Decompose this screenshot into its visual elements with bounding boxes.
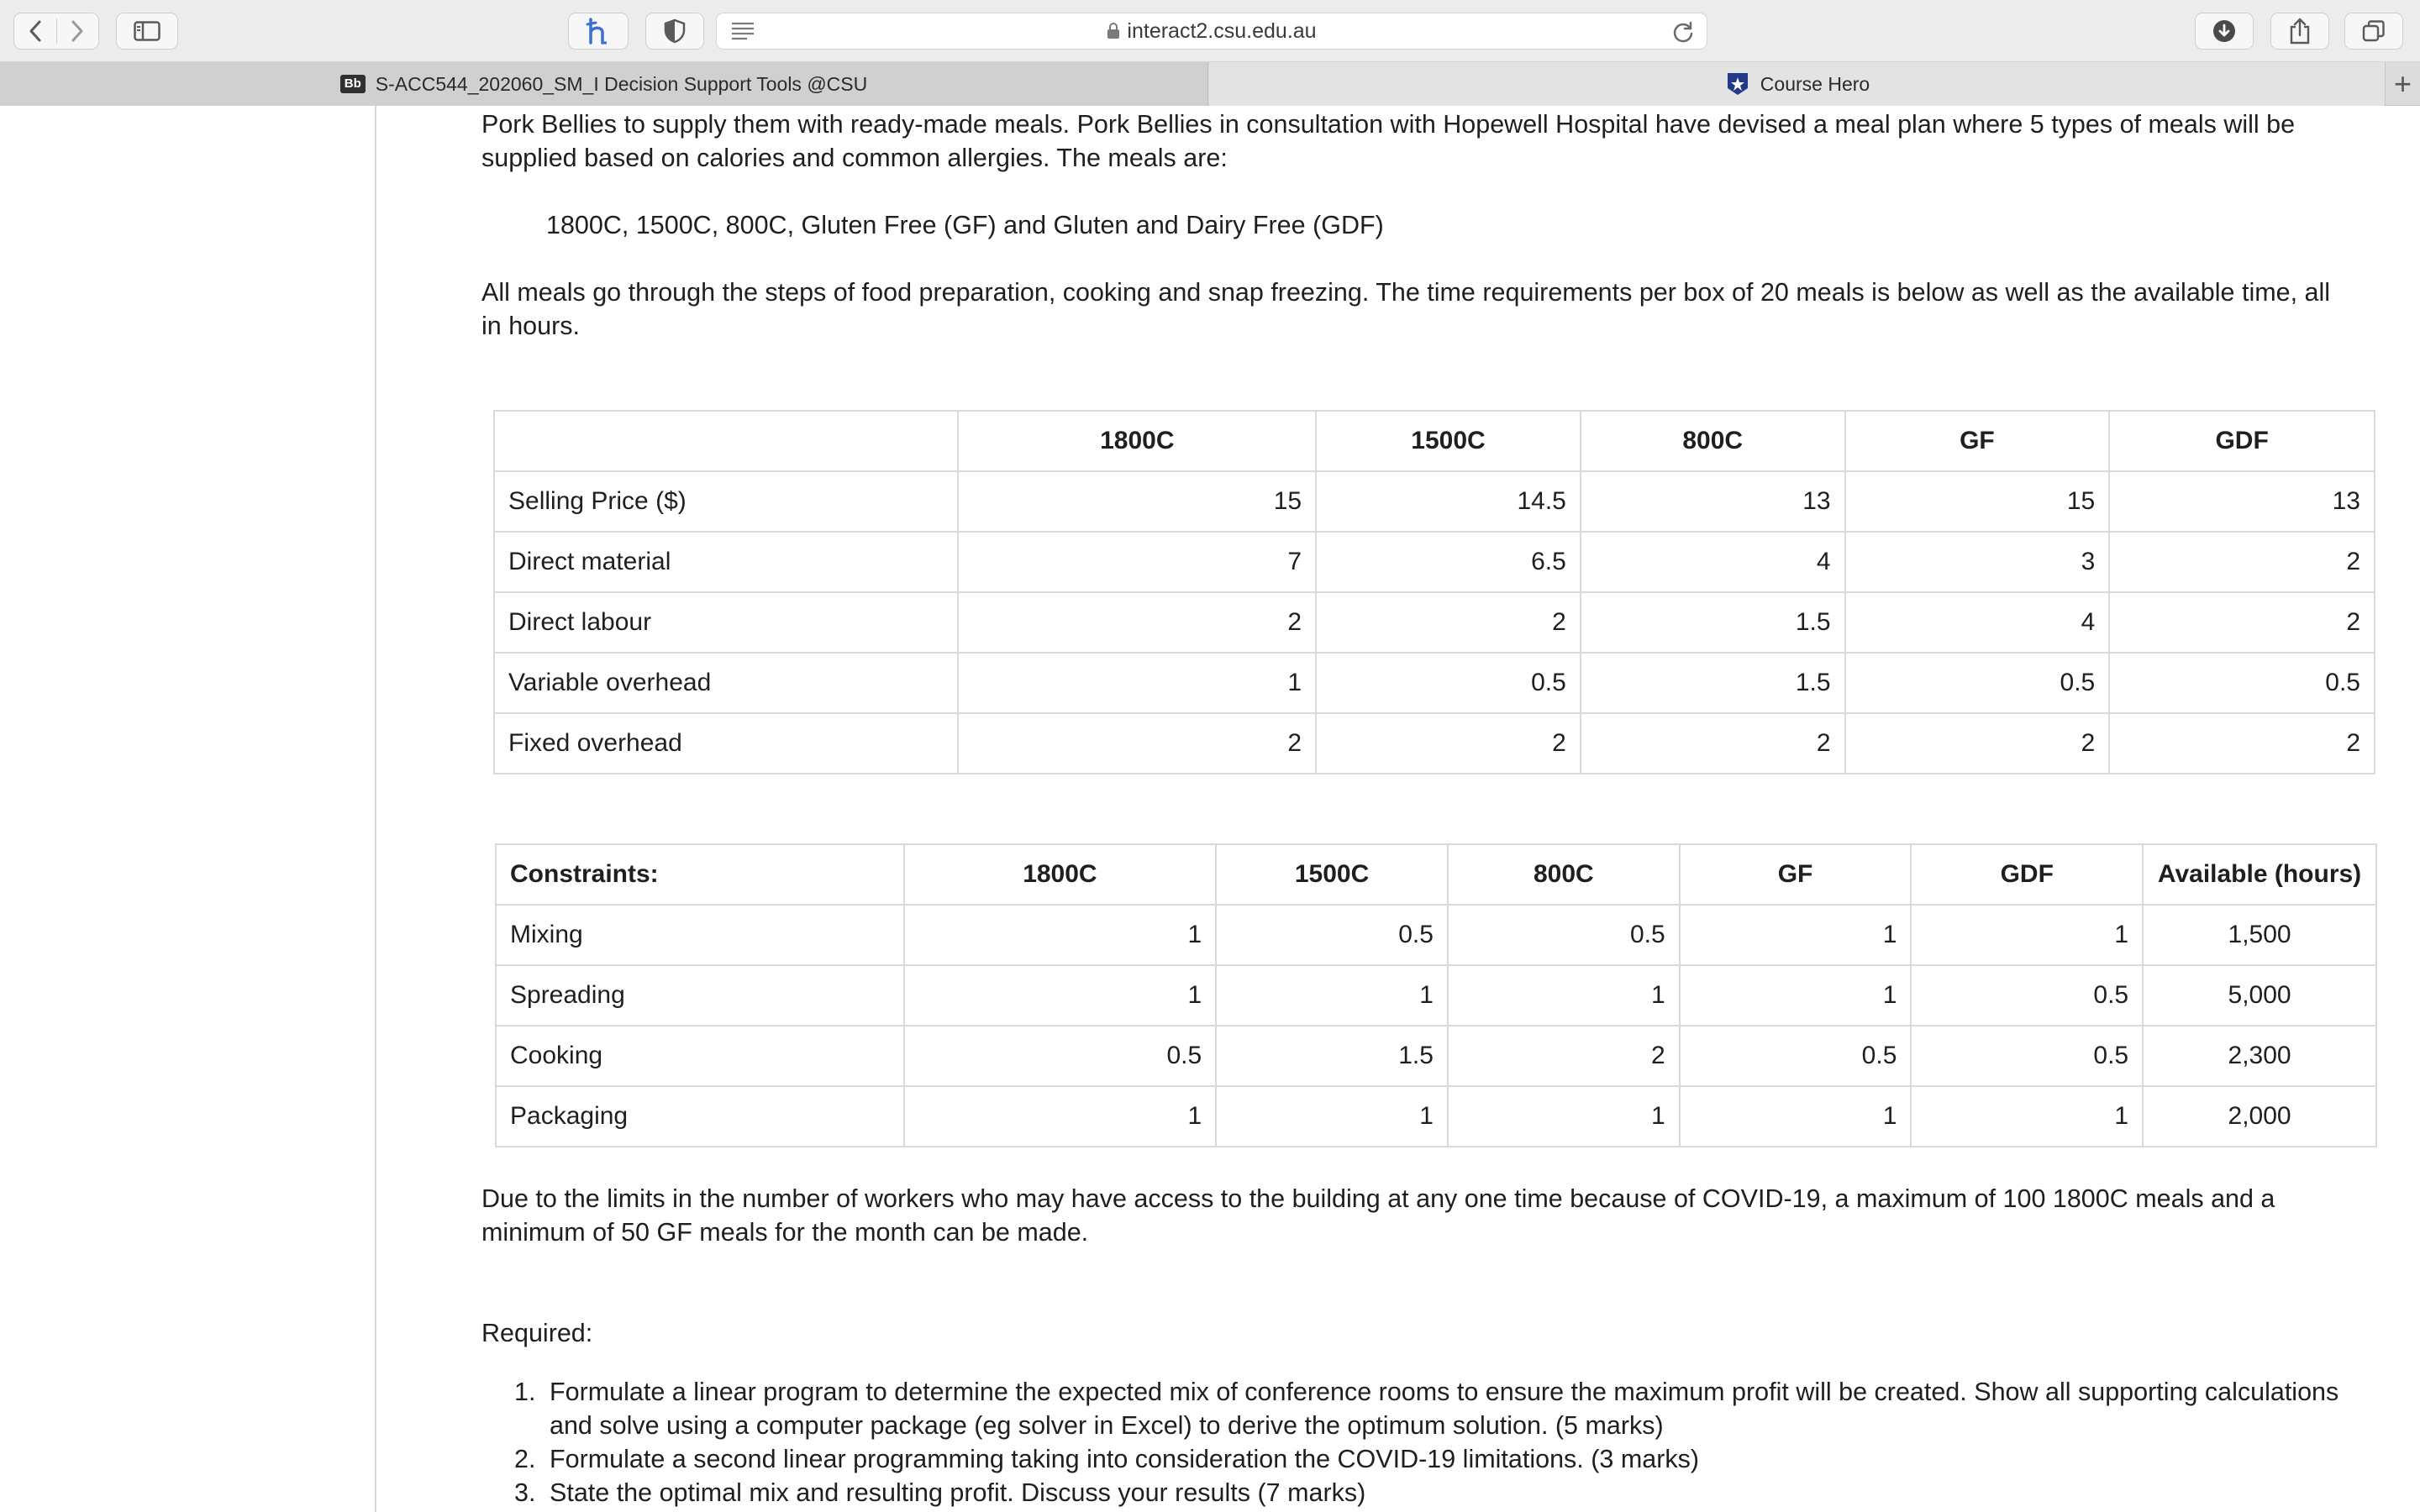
- table-header-cell: 1800C: [904, 844, 1217, 905]
- table-cell: 2: [1448, 1026, 1680, 1086]
- row-label: Direct material: [494, 532, 958, 592]
- row-label: Packaging: [496, 1086, 904, 1147]
- table-cell: 1.5: [1581, 592, 1845, 653]
- list-item-text: Formulate a linear program to determine the expected mix of conference rooms to ensure the maximum profit will be created. Show all supporting calculations and solve using a computer package (eg solver in Excel) to derive the optimum solution. (5 marks): [550, 1378, 2339, 1440]
- tab-blackboard[interactable]: [0, 62, 1208, 106]
- table-header-cell: GF: [1680, 844, 1912, 905]
- list-item: [514, 1442, 2363, 1476]
- table-cell: 0.5: [1216, 905, 1448, 965]
- table-cell: 0.5: [1448, 905, 1680, 965]
- table-cell: 1: [904, 965, 1217, 1026]
- table-cell: 0.5: [2109, 653, 2375, 713]
- table-cell: 13: [2109, 471, 2375, 532]
- table-cell: 1: [1216, 965, 1448, 1026]
- shield-icon: [664, 18, 686, 44]
- table-cell: 4: [1581, 532, 1845, 592]
- table-cell: 1.5: [1581, 653, 1845, 713]
- table-row: [494, 471, 2375, 532]
- back-button[interactable]: [14, 13, 56, 49]
- list-number: 1.: [514, 1378, 536, 1406]
- table-row: [496, 1026, 2376, 1086]
- reload-icon[interactable]: [1671, 20, 1695, 44]
- course-hero-icon: [1725, 71, 1750, 97]
- forward-button[interactable]: [56, 13, 98, 49]
- table-cell: 2: [2109, 532, 2375, 592]
- hypothesis-extension-button[interactable]: [568, 13, 629, 50]
- table-header-cell: 1500C: [1316, 411, 1581, 471]
- tab-label: S-ACC544_202060_SM_I Decision Support Tools @CSU: [375, 72, 868, 95]
- tab-overview-icon: [2362, 19, 2386, 43]
- table-row: [494, 653, 2375, 713]
- table-header-cell: 800C: [1448, 844, 1680, 905]
- tab-overview-button[interactable]: [2344, 13, 2403, 50]
- table-cell: 1: [1911, 1086, 2143, 1147]
- table-cell: 15: [958, 471, 1316, 532]
- row-label: Selling Price ($): [494, 471, 958, 532]
- table-cell: 2: [2109, 592, 2375, 653]
- table-header-cell: Constraints:: [496, 844, 904, 905]
- sidebar-icon: [134, 21, 160, 41]
- table-cell: 2: [1581, 713, 1845, 774]
- table-cell: 3: [1845, 532, 2110, 592]
- table-cell: 2: [1316, 592, 1581, 653]
- constraints-table: [495, 843, 2377, 1147]
- chevron-left-icon: [28, 19, 43, 43]
- table-cell: 0.5: [1845, 653, 2110, 713]
- available-hours-cell: 2,300: [2143, 1026, 2376, 1086]
- table-row: [496, 965, 2376, 1026]
- browser-toolbar: [0, 0, 2420, 62]
- table-cell: 0.5: [1911, 1026, 2143, 1086]
- table-cell: 1: [1680, 965, 1912, 1026]
- available-hours-cell: 5,000: [2143, 965, 2376, 1026]
- available-hours-cell: 1,500: [2143, 905, 2376, 965]
- list-number: 3.: [514, 1478, 536, 1507]
- table-cell: 1: [1448, 1086, 1680, 1147]
- table-cell: 0.5: [1680, 1026, 1912, 1086]
- table-cell: 0.5: [904, 1026, 1217, 1086]
- table-header-cell: [494, 411, 958, 471]
- list-item-text: Formulate a second linear programming taking into consideration the COVID-19 limitations. (3 marks): [550, 1445, 1700, 1473]
- table-cell: 4: [1845, 592, 2110, 653]
- cost-table: [493, 410, 2375, 774]
- reader-view-icon[interactable]: [730, 20, 755, 42]
- table-header-cell: Available (hours): [2143, 844, 2376, 905]
- table-cell: 1: [904, 1086, 1217, 1147]
- table-cell: 14.5: [1316, 471, 1581, 532]
- list-item-text: State the optimal mix and resulting profit. Discuss your results (7 marks): [550, 1478, 1366, 1507]
- table-cell: 1: [958, 653, 1316, 713]
- share-button[interactable]: [2270, 13, 2329, 50]
- row-label: Spreading: [496, 965, 904, 1026]
- table-cell: 1: [1216, 1086, 1448, 1147]
- table-cell: 15: [1845, 471, 2110, 532]
- share-icon: [2289, 18, 2311, 45]
- list-item: [514, 1476, 2363, 1509]
- privacy-shield-button[interactable]: [645, 13, 704, 50]
- download-icon: [2212, 19, 2236, 43]
- table-cell: 2: [1845, 713, 2110, 774]
- row-label: Mixing: [496, 905, 904, 965]
- table-header-cell: GDF: [1911, 844, 2143, 905]
- table-cell: 1.5: [1216, 1026, 1448, 1086]
- covid-limits-paragraph: Due to the limits in the number of workers who may have access to the building at any one time because of COVID-19, a maximum of 100 1800C meals and a minimum of 50 GF meals for the month can be made.: [481, 1184, 2275, 1247]
- list-item: [514, 1375, 2363, 1442]
- table-header-row: [494, 411, 2375, 471]
- table-cell: 2: [958, 713, 1316, 774]
- table-cell: 2: [2109, 713, 2375, 774]
- list-number: 2.: [514, 1445, 536, 1473]
- table-header-cell: 800C: [1581, 411, 1845, 471]
- steps-paragraph: All meals go through the steps of food preparation, cooking and snap freezing. The time requirements per box of 20 meals is below as well as the available time, all in hours.: [481, 278, 2331, 340]
- row-label: Cooking: [496, 1026, 904, 1086]
- tab-course-hero[interactable]: [1209, 62, 2386, 106]
- table-row: [494, 532, 2375, 592]
- lock-icon: [1107, 23, 1120, 39]
- blackboard-icon: Bb: [340, 75, 366, 93]
- table-header-row: [496, 844, 2376, 905]
- row-label: Direct labour: [494, 592, 958, 653]
- required-list: [514, 1375, 2363, 1509]
- table-cell: 2: [958, 592, 1316, 653]
- chevron-right-icon: [70, 19, 85, 43]
- intro-paragraph: Pork Bellies to supply them with ready-made meals. Pork Bellies in consultation with Hopewell Hospital have devised a meal plan where 5 types of meals will be supplied based on calories and common allergies. The meals are:: [481, 110, 2296, 172]
- address-bar[interactable]: [716, 13, 1707, 50]
- table-cell: 0.5: [1316, 653, 1581, 713]
- tab-bar: [0, 62, 2420, 106]
- table-row: [494, 713, 2375, 774]
- available-hours-cell: 2,000: [2143, 1086, 2376, 1147]
- sidebar-toggle-button[interactable]: [116, 13, 178, 50]
- row-label: Variable overhead: [494, 653, 958, 713]
- table-cell: 1: [1680, 1086, 1912, 1147]
- table-cell: 1: [1448, 965, 1680, 1026]
- url-text: interact2.csu.edu.au: [1127, 18, 1317, 43]
- table-row: [496, 905, 2376, 965]
- new-tab-button[interactable]: +: [2385, 62, 2420, 106]
- required-heading: Required:: [481, 1319, 593, 1347]
- tab-label: Course Hero: [1760, 72, 1870, 95]
- row-label: Fixed overhead: [494, 713, 958, 774]
- table-header-cell: 1800C: [958, 411, 1316, 471]
- table-cell: 1: [1680, 905, 1912, 965]
- table-header-cell: GF: [1845, 411, 2110, 471]
- table-header-cell: 1500C: [1216, 844, 1448, 905]
- table-row: [494, 592, 2375, 653]
- table-cell: 6.5: [1316, 532, 1581, 592]
- table-cell: 0.5: [1911, 965, 2143, 1026]
- table-cell: 2: [1316, 713, 1581, 774]
- table-cell: 13: [1581, 471, 1845, 532]
- table-cell: 1: [1911, 905, 2143, 965]
- table-cell: 7: [958, 532, 1316, 592]
- hypothesis-icon: [586, 17, 611, 45]
- navigation-buttons: [13, 13, 99, 50]
- table-cell: 1: [904, 905, 1217, 965]
- meals-list: 1800C, 1500C, 800C, Gluten Free (GF) and Gluten and Dairy Free (GDF): [546, 211, 1384, 239]
- table-header-cell: GDF: [2109, 411, 2375, 471]
- downloads-button[interactable]: [2195, 13, 2254, 50]
- table-row: [496, 1086, 2376, 1147]
